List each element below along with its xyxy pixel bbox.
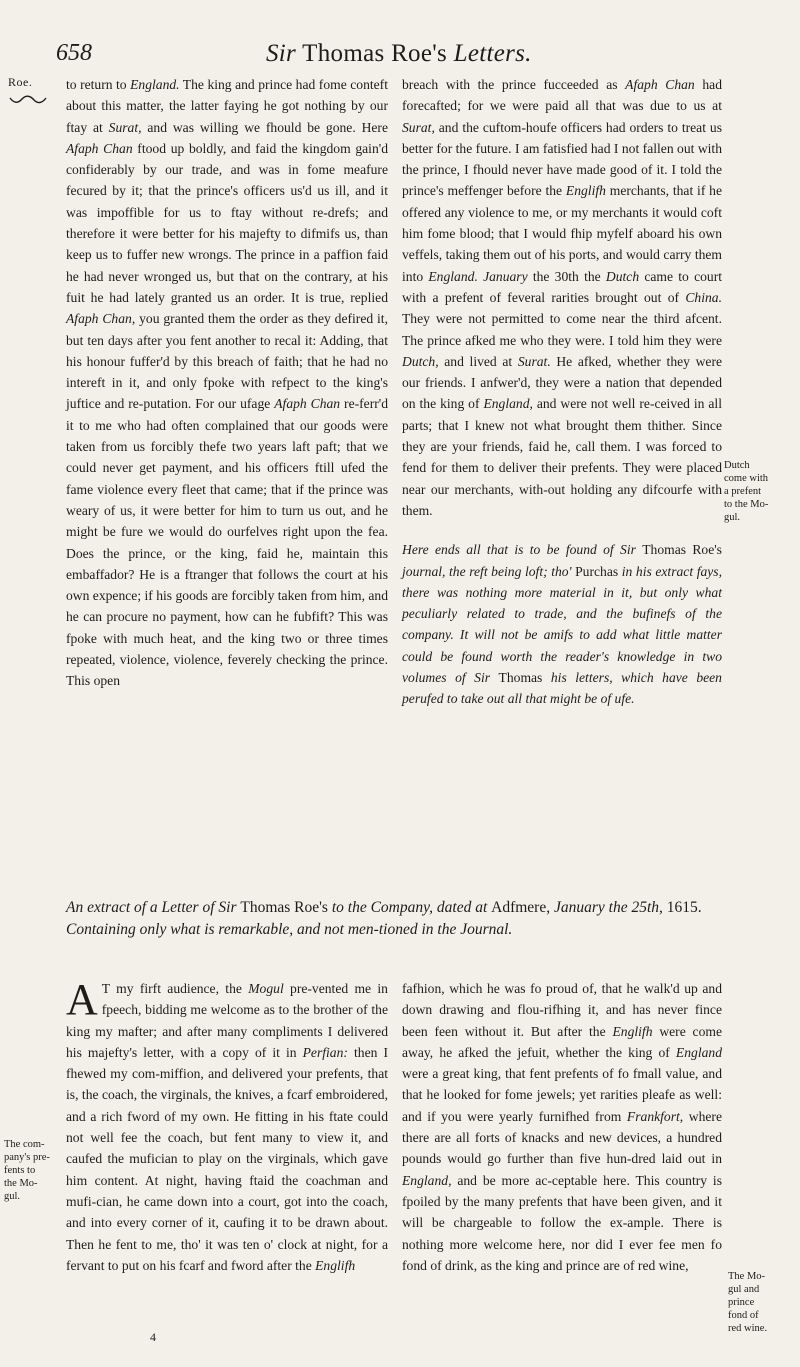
italic-run: Surat, [108, 119, 142, 135]
italic-run: Frankfort, [626, 1108, 684, 1124]
text-run: were a great king, that fent prefents of fo fmall value, and that he looked for fome jewels; yet rarities pleafe as well: and if you were yearly furnifhed from [402, 1066, 722, 1124]
section-heading [66, 897, 756, 941]
italic-run: Englifh [315, 1257, 356, 1273]
text-run: merchants, that if he offered any violence to me, or my merchants it would coft him fome blood; that I would fhip myfelf aboard his own veffels, taking them out of his ports, and would carry them into [402, 183, 722, 284]
italic-run: Containing only what is remarkable, and not men-tioned in the Journal. [66, 921, 513, 938]
text-run: to return to [66, 77, 131, 92]
margin-note-roe: Roe. [8, 75, 33, 89]
text-run: and the cuftom-houfe officers had orders to treat us better for the future. I am fatisfied had I not fallen out with the prince, I fhould never have made good of it. I told the prince's meffenger before the [402, 119, 722, 199]
text-run: and were not well re-ceived in all parts; that I knew not what brought them thither. Since they are your friends, faid he, call them. I was forced to fend for them to deliver their prefents. They were placed near our merchants, with-out holding any difcourfe with them. [402, 396, 722, 518]
paragraph [66, 975, 388, 1276]
paragraph [402, 978, 722, 1276]
column-3-text [66, 975, 388, 1276]
text-run: and was willing we fhould be gone. Here [141, 119, 388, 135]
margin-ornament [8, 94, 48, 106]
italic-run: Englifh [612, 1023, 653, 1039]
text-run: were come away, he afked the jefuit, whether the king of [402, 1023, 722, 1060]
paragraph [402, 74, 722, 521]
text-run: had forecafted; for we were paid all that was due to us at [402, 77, 722, 114]
title-prefix: Sir [266, 40, 297, 67]
margin-note-dutch: Dutch come with a prefent to the Mo- gul. [724, 460, 769, 523]
italic-run: Afaph Chan [66, 140, 133, 156]
title-middle: Thomas Roe's [296, 40, 454, 67]
text-run: They were not permitted to come near the third afcent. The prince afked me who they were. I told him they were [402, 311, 722, 348]
italic-run: Afaph Chan [625, 77, 695, 92]
text-run: Thomas Roe's [240, 899, 328, 916]
running-title [266, 40, 532, 68]
text-run: then I fhewed my com-miffion, and delivered your prefents, that is, the coach, the virginals, the knives, a fcarf embroidered, and a rich fword of my own. He fitting in his ftate could not well fee the coach, but fent many to view it, and caufed the mufician to play on the virginals, which gave him content. At night, having ftaid the coachman and mufi-cian, he came down into a court, got into the coach, and into every corner of it, caufing it to be drawn about. Then he fent to me, tho' it was ten o' clock at night, for a fervant to put on his fcarf and fword after the [66, 1044, 388, 1273]
column-4-text [402, 978, 722, 1276]
page-number: 658 [56, 40, 92, 66]
text-run: T my firft audience, the [101, 981, 249, 996]
italic-run: Dutch [605, 268, 640, 284]
margin-note-mogul: The Mo- gul and prince fond of red wine. [728, 1271, 768, 1334]
text-run: ftood up boldly, and faid the kingdom gain'd confiderably by our trade, and was in fome meafure fecured by it; that the prince's officers us'd us ill, and it was impoffible for us to ftay without re-drefs; and therefore it were better for his majefty to difmifs us, than keep us to fuffer new wrongs. The prince in a paffion faid he had never wronged us, but that on the contrary, at his fuit he had lately granted us an order. It is true, replied [66, 140, 389, 305]
italic-run: Afaph Chan [274, 396, 341, 412]
italic-run: Mogul [248, 981, 284, 996]
italic-run: China. [685, 289, 722, 305]
catchword: 4 [150, 1330, 156, 1344]
margin-note-presents: The com- pany's pre- fents to the Mo- gul. [4, 1139, 50, 1202]
text-run: the 30th the [527, 268, 606, 284]
italic-run: his letters, which have been perufed to take out all that might be of ufe. [402, 670, 722, 707]
italic-run: January [483, 268, 528, 284]
text-run: you granted them the order as they defired it, but ten days after you fent another to recal it: Adding, that his honour fuffer'd by this breach of faith; that he had no intereft in it, and only fpoke with refpect to the king's juftice and re-putation. For our ufage [66, 311, 388, 412]
text-run: came to court with a prefent of feveral rarities brought out of [402, 268, 722, 305]
running-header [56, 40, 756, 68]
italic-run: journal, the reft being loft; tho' [402, 563, 576, 579]
italic-run: January the 25th, [550, 899, 667, 916]
italic-run: Englifh [565, 183, 606, 199]
text-run: Thomas [498, 670, 543, 686]
text-run: and lived at [438, 353, 518, 369]
italic-run: Perfian: [302, 1044, 348, 1060]
italic-run: An extract of a Letter of Sir [66, 899, 241, 916]
italic-run: England, [483, 396, 533, 412]
italic-run: England, [402, 1172, 452, 1188]
italic-run: in his extract fays, there was nothing more material in it, but only what peculiarly related to trade, and the bufinefs of the company. It will not be amifs to add what little matter could be found worth the reader's knowledge in two volumes of Sir [402, 563, 722, 686]
text-run: The king and prince had fome conteft about this matter, the latter faying he got nothing by our ftay at [66, 77, 388, 135]
italic-run: Here ends all that is to be found of Sir [402, 542, 643, 558]
text-run: fafhion, which he was fo proud of, that he walk'd up and down drawing and flou-rifhing it, and has never fince been feen without it. But after the [402, 981, 722, 1039]
text-run: He afked, whether they were our friends. I anfwer'd, they were a nation that depended on the king of [402, 353, 723, 412]
text-run: Adfmere, [491, 899, 551, 916]
italic-run: England. [130, 77, 180, 92]
paragraph [66, 74, 388, 692]
italic-run: to the Company, dated at [327, 899, 492, 916]
column-1-text [66, 74, 388, 692]
text-run: Thomas Roe's [642, 542, 722, 558]
italic-run: England. [428, 268, 478, 284]
text-run: breach with the prince fucceeded as [402, 77, 626, 92]
drop-cap: A [66, 975, 98, 1024]
text-run: re-ferr'd it to me who had often complained that our goods were taken from us forcibly thefe two years laft paft; that we could never get payment, and his officers ftill ufed the fame violence every fleet that came; that if the prince was weary of us, it were better for him to turn us out, and he might be fure we would do ourfelves right upon the fea. Does the prince, or the king, faid he, maintain this embaffador? He is a ftranger that follows the court at his own expence; if his goods are forcibly taken from him, and he can procure no payment, how can he fubfift? This was fpoke with much heat, and the king two or three times repeated, violence, violence, feverely checking the prince. This open [66, 396, 389, 689]
column-2-text [402, 74, 722, 710]
text-run: pre-vented me in fpeech, bidding me welcome as to the brother of the king my mafter; and after many compliments I delivered his majefty's letter, with a copy of it in [66, 981, 388, 1060]
italic-run: Surat, [402, 119, 435, 135]
journal-end-note [402, 539, 722, 709]
italic-run: Surat. [517, 353, 551, 369]
text-run: where there are all forts of knacks and new devices, a hundred pounds would go further than five hun-dred laid out in [402, 1108, 722, 1167]
text-run: Purchas [575, 563, 619, 579]
title-suffix: Letters. [453, 40, 532, 67]
italic-run: Afaph Chan, [66, 311, 136, 327]
text-run: 1615. [666, 899, 702, 916]
text-run: and be more ac-ceptable here. This country is fpoiled by the many prefents that have been given, and it will be chargeable to follow the ex-ample. There is nothing more welcome here, nor did I ever fee men fo fond of drink, as the king and prince are of red wine, [402, 1172, 722, 1273]
paragraph-body [66, 975, 388, 1273]
italic-run: Dutch, [402, 353, 439, 369]
italic-run: England [675, 1044, 722, 1060]
